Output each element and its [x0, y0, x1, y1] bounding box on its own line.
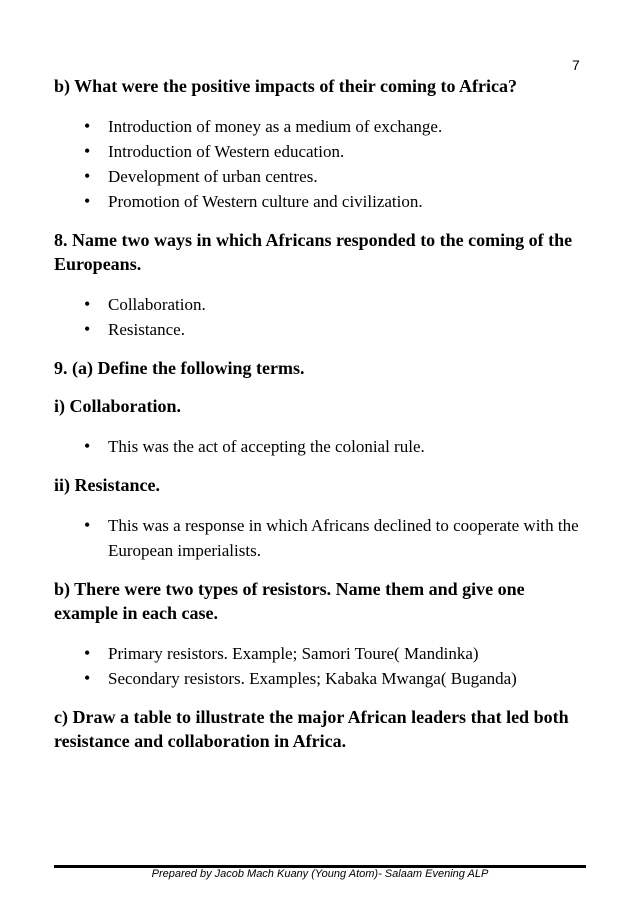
page-footer: Prepared by Jacob Mach Kuany (Young Atom)- Salaam Evening ALP: [151, 868, 489, 880]
question-9a-heading: 9. (a) Define the following terms.: [54, 358, 305, 378]
question-7b-heading: b) What were the positive impacts of their coming to Africa?: [54, 76, 517, 96]
document-body: [54, 74, 590, 753]
question-8-list: [54, 292, 590, 342]
page-number: 7: [572, 57, 580, 73]
question-9c-heading: c) Draw a table to illustrate the major African leaders that led both resistance and collaboration in Africa.: [54, 707, 569, 751]
list-item: • Resistance.: [54, 317, 590, 342]
question-9ii-list: [54, 513, 590, 563]
question-9b-list: [54, 641, 590, 691]
question-7b-list: [54, 114, 590, 214]
list-item: • Collaboration.: [54, 292, 590, 317]
list-item: • This was a response in which Africans declined to cooperate with the European imperialists.: [54, 513, 590, 563]
list-item: • Introduction of money as a medium of exchange.: [54, 114, 590, 139]
question-9i-heading: i) Collaboration.: [54, 396, 182, 416]
list-item: • Primary resistors. Example; Samori Toure( Mandinka): [54, 641, 590, 666]
list-item: • This was the act of accepting the colonial rule.: [54, 434, 590, 459]
question-9ii-heading: ii) Resistance.: [54, 475, 160, 495]
question-9i-list: [54, 434, 590, 459]
list-item: • Introduction of Western education.: [54, 139, 590, 164]
list-item: • Secondary resistors. Examples; Kabaka Mwanga( Buganda): [54, 666, 590, 691]
question-9b-heading: b) There were two types of resistors. Name them and give one example in each case.: [54, 579, 525, 623]
list-item: • Promotion of Western culture and civilization.: [54, 189, 590, 214]
list-item: • Development of urban centres.: [54, 164, 590, 189]
question-8-heading: 8. Name two ways in which Africans responded to the coming of the Europeans.: [54, 230, 573, 274]
